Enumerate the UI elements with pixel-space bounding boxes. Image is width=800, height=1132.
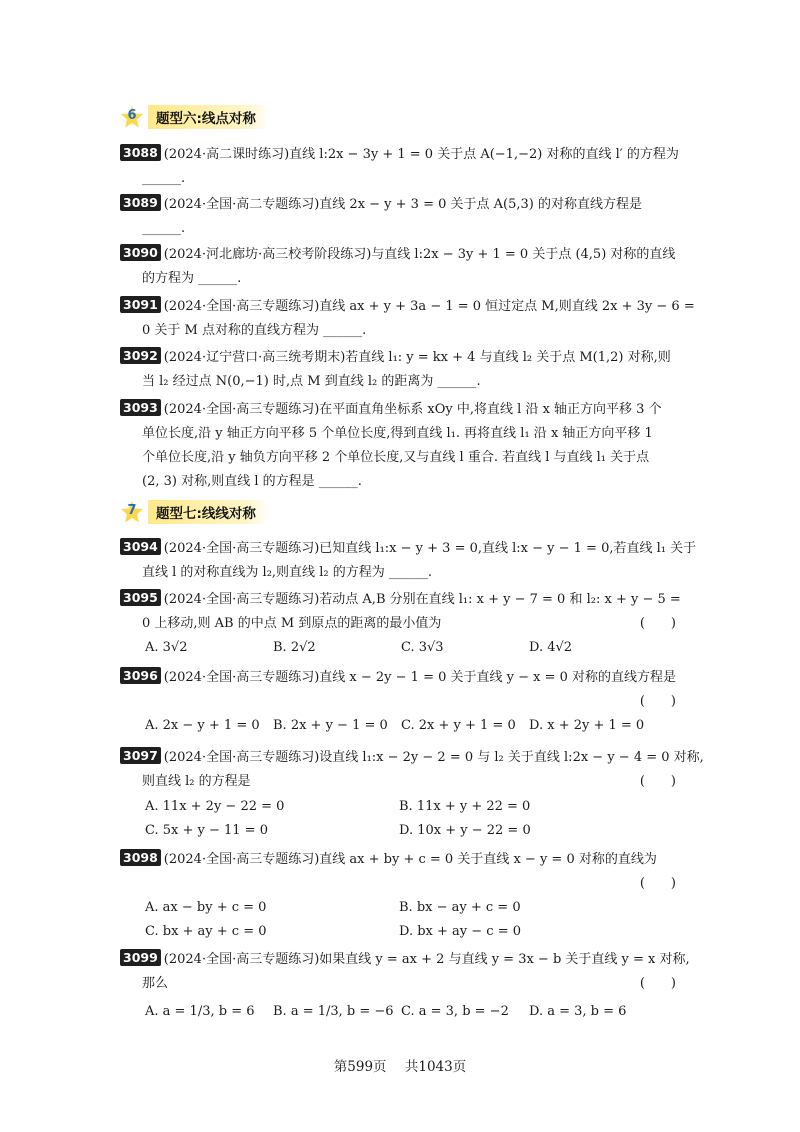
question-text: ______. xyxy=(142,221,186,236)
question-3098 xyxy=(120,848,680,891)
total-pages: 共1043页 xyxy=(404,1059,467,1075)
question-text: (2024·全国·高三专题练习)直线 ax + y + 3a − 1 = 0 恒过定点 M,则直线 2x + 3y − 6 = xyxy=(163,299,695,314)
question-3088 xyxy=(120,143,680,191)
choices-3095 xyxy=(145,636,685,660)
question-number: 3093 xyxy=(120,399,161,416)
question-number: 3099 xyxy=(120,949,161,966)
question-text: ______. xyxy=(142,171,186,186)
question-number: 3098 xyxy=(120,849,161,866)
choice-b: B. 11x + y + 22 = 0 xyxy=(399,799,531,814)
answer-parentheses: ( ) xyxy=(639,876,676,891)
question-number: 3095 xyxy=(120,589,161,606)
question-3094 xyxy=(120,537,697,585)
choice-c: C. 3√3 xyxy=(401,640,444,655)
question-3091 xyxy=(120,295,695,343)
question-text: 单位长度,沿 y 轴正方向平移 5 个单位长度,得到直线 l₁. 再将直线 l₁ 沿 x 轴正方向平移 1 xyxy=(142,426,653,441)
question-text: (2024·全国·高三专题练习)直线 x − 2y − 1 = 0 关于直线 y − x = 0 对称的直线方程是 xyxy=(163,670,677,685)
choices-3098 xyxy=(145,896,685,944)
question-text: 0 上移动,则 AB 的中点 M 到原点的距离的最小值为 xyxy=(142,616,442,631)
question-3089 xyxy=(120,193,680,241)
question-number: 3088 xyxy=(120,144,161,161)
answer-parentheses: ( ) xyxy=(639,616,676,631)
section-header-6 xyxy=(120,105,270,129)
question-3090 xyxy=(120,243,680,291)
choice-c: C. a = 3, b = −2 xyxy=(401,1004,509,1019)
choice-c: C. 5x + y − 11 = 0 xyxy=(145,823,268,838)
question-text: (2024·全国·高三专题练习)设直线 l₁:x − 2y − 2 = 0 与 l₂ 关于直线 l:2x − y − 4 = 0 对称, xyxy=(163,750,704,765)
star-icon xyxy=(120,500,146,524)
choice-d: D. 10x + y − 22 = 0 xyxy=(399,823,531,838)
choice-d: D. bx + ay − c = 0 xyxy=(399,924,521,939)
star-icon xyxy=(120,105,146,129)
choice-c: C. 2x + y + 1 = 0 xyxy=(401,718,516,733)
section-title: 题型六:线点对称 xyxy=(148,105,270,129)
choice-d: D. a = 3, b = 6 xyxy=(529,1004,627,1019)
question-text: 的方程为 ______. xyxy=(142,271,242,286)
choices-3099 xyxy=(145,1000,685,1024)
question-3092 xyxy=(120,346,680,394)
choice-b: B. 2x + y − 1 = 0 xyxy=(273,718,388,733)
choice-d: D. 4√2 xyxy=(529,640,573,655)
page-number: 第599页 xyxy=(333,1059,387,1075)
question-text: (2024·全国·高三专题练习)直线 ax + by + c = 0 关于直线 x − y = 0 对称的直线为 xyxy=(163,852,657,867)
section-number: 6 xyxy=(127,108,137,123)
question-3093 xyxy=(120,398,680,494)
question-text: 直线 l 的对称直线为 l₂,则直线 l₂ 的方程为 ______. xyxy=(142,565,432,580)
answer-parentheses: ( ) xyxy=(639,976,676,991)
question-number: 3096 xyxy=(120,667,161,684)
section-number: 7 xyxy=(127,503,137,518)
question-text: (2024·全国·高二专题练习)直线 2x − y + 3 = 0 关于点 A(5,3) 的对称直线方程是 xyxy=(163,197,642,212)
question-3099 xyxy=(120,948,690,996)
question-3096 xyxy=(120,666,680,709)
question-number: 3092 xyxy=(120,347,161,364)
choice-d: D. x + 2y + 1 = 0 xyxy=(529,718,645,733)
choice-a: A. 3√2 xyxy=(145,640,188,655)
question-text: (2024·高二课时练习)直线 l:2x − 3y + 1 = 0 关于点 A(−1,−2) 对称的直线 l′ 的方程为 xyxy=(163,147,679,162)
section-title: 题型七:线线对称 xyxy=(148,500,270,524)
choice-a: A. 11x + 2y − 22 = 0 xyxy=(145,799,285,814)
question-text: 个单位长度,沿 y 轴负方向平移 2 个单位长度,又与直线 l 重合. 若直线 l 与直线 l₁ 关于点 xyxy=(142,450,650,465)
question-number: 3091 xyxy=(120,296,161,313)
question-number: 3089 xyxy=(120,194,161,211)
answer-parentheses: ( ) xyxy=(639,774,676,789)
choice-a: A. 2x − y + 1 = 0 xyxy=(145,718,260,733)
question-number: 3094 xyxy=(120,538,161,555)
question-text: 当 l₂ 经过点 N(0,−1) 时,点 M 到直线 l₂ 的距离为 ______. xyxy=(142,374,481,389)
page-footer xyxy=(0,1055,800,1075)
question-text: (2024·全国·高三专题练习)如果直线 y = ax + 2 与直线 y = 3x − b 关于直线 y = x 对称, xyxy=(163,952,690,967)
question-text: 那么 xyxy=(142,976,169,991)
choices-3096 xyxy=(145,714,685,738)
question-number: 3090 xyxy=(120,244,161,261)
question-number: 3097 xyxy=(120,747,161,764)
question-text: 0 关于 M 点对称的直线方程为 ______. xyxy=(142,323,367,338)
choice-b: B. 2√2 xyxy=(273,640,316,655)
choice-a: A. a = 1/3, b = 6 xyxy=(145,1004,255,1019)
question-text: (2024·辽宁营口·高三统考期末)若直线 l₁: y = kx + 4 与直线 l₂ 关于点 M(1,2) 对称,则 xyxy=(163,350,671,365)
question-3095 xyxy=(120,588,680,636)
answer-parentheses: ( ) xyxy=(639,694,676,709)
question-text: 则直线 l₂ 的方程是 xyxy=(142,774,251,789)
section-header-7 xyxy=(120,500,270,524)
question-text: (2024·全国·高三专题练习)在平面直角坐标系 xOy 中,将直线 l 沿 x 轴正方向平移 3 个 xyxy=(163,402,662,417)
choice-b: B. a = 1/3, b = −6 xyxy=(273,1004,394,1019)
question-3097 xyxy=(120,746,704,794)
choice-b: B. bx − ay + c = 0 xyxy=(399,900,521,915)
choice-c: C. bx + ay + c = 0 xyxy=(145,924,267,939)
question-text: (2024·河北廊坊·高三校考阶段练习)与直线 l:2x − 3y + 1 = 0 关于点 (4,5) 对称的直线 xyxy=(163,247,676,262)
question-text: (2024·全国·高三专题练习)若动点 A,B 分别在直线 l₁: x + y − 7 = 0 和 l₂: x + y − 5 = xyxy=(163,592,681,607)
question-text: (2, 3) 对称,则直线 l 的方程是 ______. xyxy=(142,474,362,489)
choice-a: A. ax − by + c = 0 xyxy=(145,900,267,915)
choices-3097 xyxy=(145,795,685,843)
question-text: (2024·全国·高三专题练习)已知直线 l₁:x − y + 3 = 0,直线 l:x − y − 1 = 0,若直线 l₁ 关于 xyxy=(163,541,697,556)
